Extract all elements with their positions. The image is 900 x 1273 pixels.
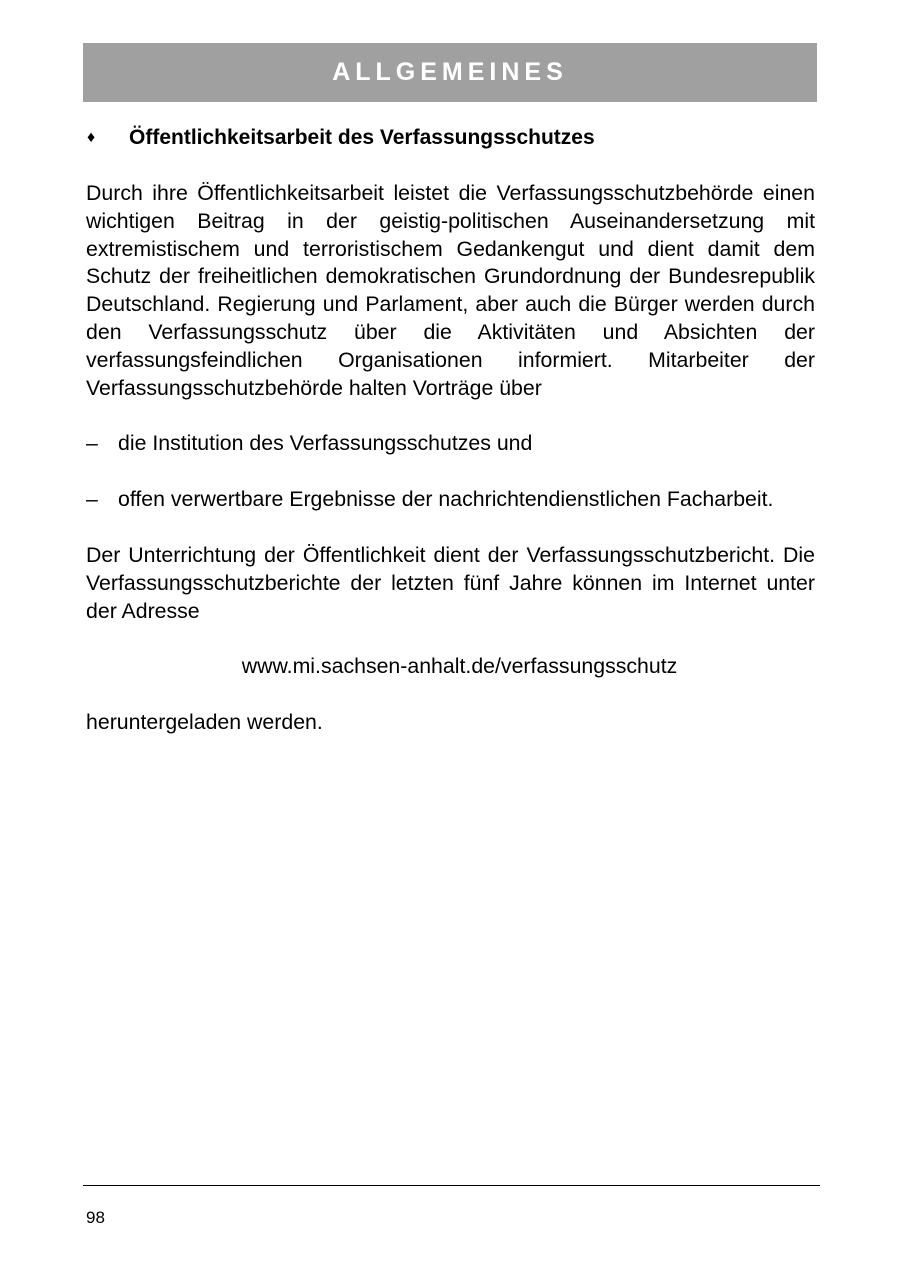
- chapter-title: ALLGEMEINES: [332, 58, 568, 86]
- list-item-text: offen verwertbare Ergebnisse der nachrichtendienstlichen Facharbeit.: [118, 487, 774, 512]
- page-number: 98: [86, 1208, 105, 1227]
- diamond-bullet-icon: ♦: [87, 129, 96, 146]
- website-url: www.mi.sachsen-anhalt.de/verfassungsschutz: [241, 654, 678, 679]
- list-item: [86, 430, 815, 458]
- section-heading: [87, 124, 817, 152]
- closing-line: heruntergeladen werden.: [86, 710, 323, 735]
- section-heading-text: Öffentlichkeitsarbeit des Verfassungsschutzes: [129, 126, 595, 149]
- dash-bullet-icon: –: [86, 431, 98, 456]
- chapter-header-band: [83, 43, 817, 102]
- footer-divider: [83, 1185, 820, 1186]
- body-content: [86, 180, 815, 737]
- list-item: [86, 486, 815, 514]
- dash-bullet-icon: –: [86, 487, 98, 512]
- report-paragraph: Der Unterrichtung der Öffentlichkeit dient der Verfassungsschutzbericht. Die Verfassungsschutzberichte der letzten fünf Jahre können im Internet unter der Adresse: [86, 542, 815, 623]
- lecture-topics-list: [86, 430, 815, 514]
- intro-paragraph: Durch ihre Öffentlichkeitsarbeit leistet die Verfassungsschutzbehörde einen wichtigen Beitrag in der geistig-politischen Auseinandersetzung mit extremistischem und terroristischem Gedankengut und dient damit dem Schutz der freiheitlichen demokratischen Grundordnung der Bundesrepublik Deutschland. Regierung und Parlament, aber auch die Bürger werden durch den Verfassungsschutz über die Aktivitäten und Absichten der verfassungsfeindlichen Organisationen informiert. Mitarbeiter der Verfassungsschutzbehörde halten Vorträge über: [86, 181, 815, 400]
- list-item-text: die Institution des Verfassungsschutzes und: [118, 431, 533, 456]
